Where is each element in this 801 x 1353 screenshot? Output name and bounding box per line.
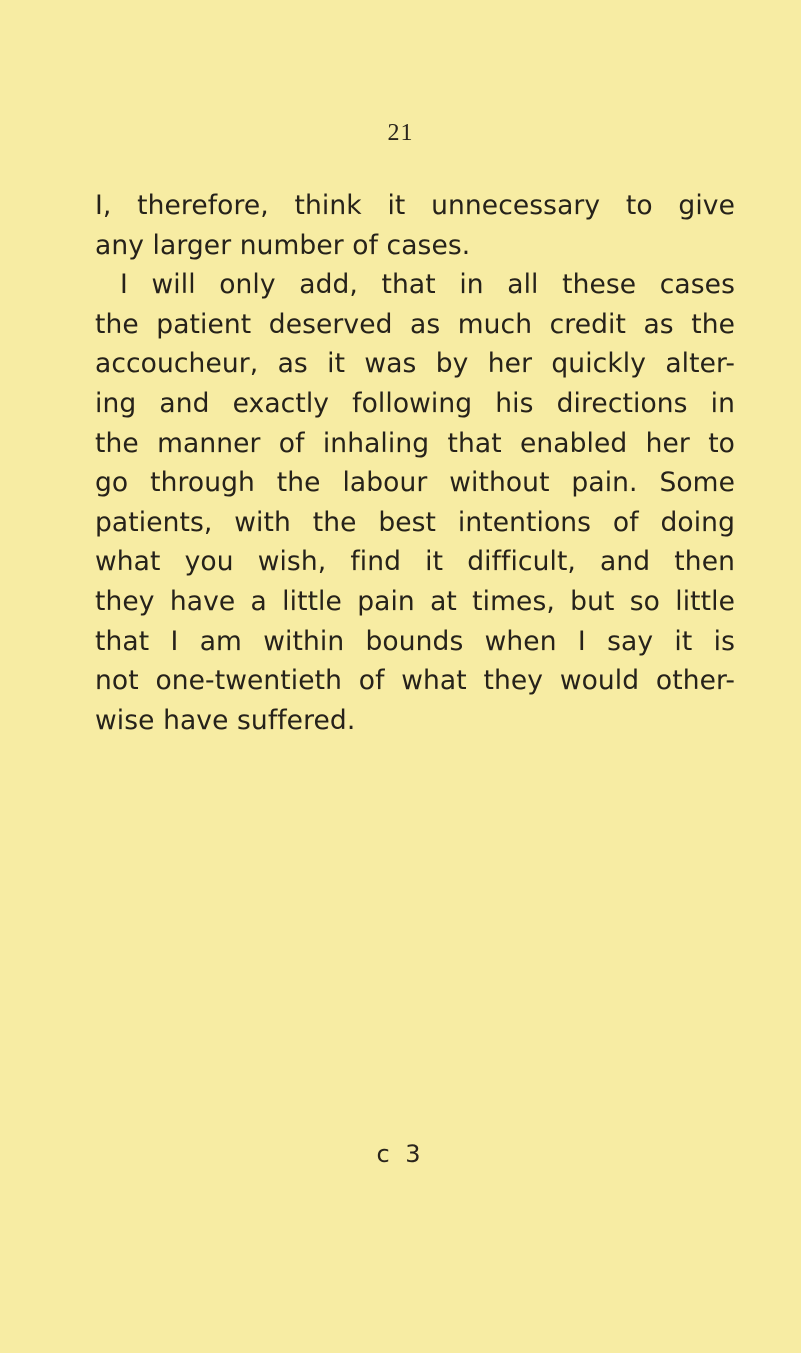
text-line: the patient deserved as much credit as the (95, 308, 735, 340)
page-number: 21 (387, 120, 414, 146)
text-line: patients, with the best intentions of doing (95, 506, 735, 538)
text-line: that I am within bounds when I say it is (95, 625, 735, 657)
signature-mark: c 3 (376, 1140, 425, 1168)
text-line: they have a little pain at times, but so little (95, 585, 735, 617)
body-text (95, 186, 735, 740)
text-line: any larger number of cases. (95, 229, 471, 261)
text-line: go through the labour without pain. Some (95, 467, 735, 499)
text-line: the manner of inhaling that enabled her to (95, 427, 735, 459)
text-line: ing and exactly following his directions in (95, 387, 735, 419)
text-line: I will only add, that in all these cases (120, 269, 735, 301)
text-line: what you wish, find it difficult, and then (95, 546, 735, 578)
text-line: wise have suffered. (95, 704, 356, 736)
text-line: I, therefore, think it unnecessary to give (95, 190, 735, 221)
text-line: accoucheur, as it was by her quickly alter- (95, 348, 735, 380)
text-line: not one-twentieth of what they would other- (95, 665, 735, 697)
